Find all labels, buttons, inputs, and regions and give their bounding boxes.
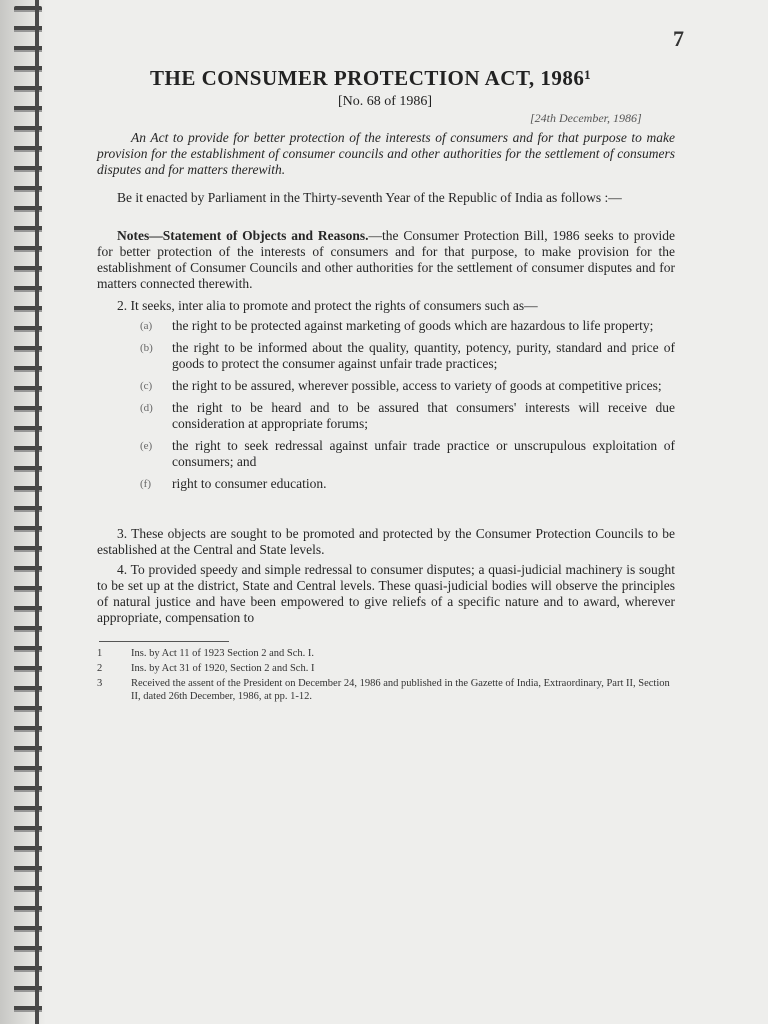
list-item-text: the right to seek redressal against unfair trade practice or unscrupulous exploitation of consumers; and <box>172 438 675 469</box>
list-item-marker: (e) <box>140 440 153 452</box>
footnote-mark: 3 <box>97 678 103 689</box>
list-item-marker: (f) <box>140 478 151 490</box>
list-item <box>140 400 675 432</box>
paragraph-3-number: 3. <box>117 526 128 541</box>
page-number: 7 <box>673 26 684 51</box>
notes-paragraph <box>97 228 675 292</box>
footnote-text: Ins. by Act 31 of 1920, Section 2 and Sch. I <box>131 663 315 674</box>
footnote-mark: 2 <box>97 663 103 674</box>
list-item-marker: (d) <box>140 402 153 414</box>
consumer-rights-list <box>140 318 675 498</box>
list-item-text: the right to be assured, wherever possible, access to variety of goods at competitive prices; <box>172 378 662 393</box>
list-item <box>140 340 675 372</box>
list-item-text: the right to be informed about the quality, quantity, potency, purity, standard and price of goods to protect the consumer against unfair trade practices; <box>172 340 675 371</box>
binding-rail <box>35 0 39 1024</box>
list-item-marker: (c) <box>140 380 153 392</box>
notes-lead: Notes— <box>117 228 163 243</box>
enactment-date: [24th December, 1986] <box>530 111 642 125</box>
footnote <box>97 677 675 703</box>
spiral-binding <box>0 0 46 1024</box>
act-number: [No. 68 of 1986] <box>338 94 433 109</box>
list-item-marker: (a) <box>140 320 153 332</box>
paragraph-3-text: These objects are sought to be promoted and protected by the Consumer Protection Councils to be established at the Central and State levels. <box>97 526 675 557</box>
footnote-divider <box>99 641 229 642</box>
list-item-text: the right to be heard and to be assured that consumers' interests will receive due consideration at appropriate forums; <box>172 400 675 431</box>
paragraph-4 <box>97 562 675 626</box>
paragraph-3 <box>97 526 675 558</box>
list-item-text: right to consumer education. <box>172 476 327 491</box>
list-item <box>140 378 675 394</box>
paragraph-2-intro: It seeks, inter alia to promote and protect the rights of consumers such as— <box>130 298 538 313</box>
enacting-clause: Be it enacted by Parliament in the Thirty-seventh Year of the Republic of India as follows :— <box>117 190 622 205</box>
footnote-mark: 1 <box>97 648 103 659</box>
act-title: THE CONSUMER PROTECTION ACT, 1986¹ <box>150 66 592 90</box>
paragraph-4-number: 4. <box>117 562 128 577</box>
list-item-text: the right to be protected against marketing of goods which are hazardous to life property; <box>172 318 654 333</box>
notes-heading: Statement of Objects and Reasons. <box>162 228 369 243</box>
paragraph-2 <box>97 298 675 314</box>
paragraph-4-text: To provided speedy and simple redressal to consumer disputes; a quasi-judicial machinery is sought to be set up at the district, State and Central levels. These quasi-judicial bodies will observe the principles of natural justice and have been empowered to give reliefs of a specific nature and to award, wherever appropriate, compensation to <box>97 562 675 625</box>
footnote-text: Received the assent of the President on December 24, 1986 and published in the Gazette of India, Extraordinary, Part II, Section II, dated 26th December, 1986, at pp. 1-12. <box>131 678 670 702</box>
preamble: An Act to provide for better protection of the interests of consumers and for that purpose to make provision for the establishment of consumer councils and other authorities for the settlement of consumers disputes and for matters therewith. <box>97 130 675 177</box>
paragraph-2-number: 2. <box>117 298 128 313</box>
list-item-marker: (b) <box>140 342 153 354</box>
list-item <box>140 318 675 334</box>
footnotes <box>97 647 675 705</box>
list-item <box>140 476 675 492</box>
footnote <box>97 647 675 660</box>
footnote <box>97 662 675 675</box>
footnote-text: Ins. by Act 11 of 1923 Section 2 and Sch. I. <box>131 648 315 659</box>
list-item <box>140 438 675 470</box>
notes-text: —the Consumer Protection Bill, 1986 seeks to provide for better protection of the interests of consumers and for that purpose, to make provision for the establishment of Consumer Councils and other authorities for the settlement of consumer disputes and for matters connected therewith. <box>97 228 675 291</box>
